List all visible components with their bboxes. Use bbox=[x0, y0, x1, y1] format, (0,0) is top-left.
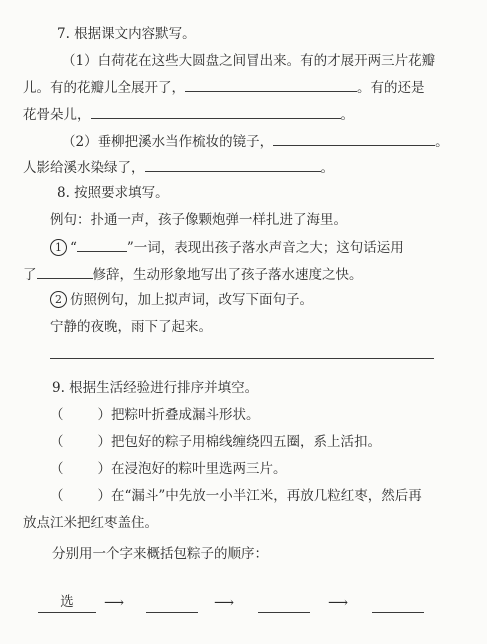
q7-p1-line2-tail: 。有的还是 bbox=[357, 80, 425, 96]
paren-open: （ bbox=[50, 434, 64, 450]
q7-p1-line2 bbox=[23, 77, 425, 98]
answer-blank-3[interactable] bbox=[273, 131, 435, 146]
q9-step-4-text: ）在“漏斗”中先放一小半江米，再放几粒红枣，然后再 bbox=[97, 488, 422, 504]
order-word-2[interactable] bbox=[146, 592, 198, 613]
q7-title: 7. 根据课文内容默写。 bbox=[57, 26, 196, 42]
q9-step-3 bbox=[50, 459, 287, 479]
q9-title: 9. 根据生活经验进行排序并填空。 bbox=[52, 380, 259, 396]
q8-item2 bbox=[50, 290, 313, 310]
q8-title: 8. 按照要求填写。 bbox=[57, 185, 169, 201]
q9-step-4-cont: 放点江米把红枣盖住。 bbox=[23, 515, 158, 531]
q8-sentence: 宁静的夜晚，雨下了起来。 bbox=[50, 319, 212, 335]
arrow-icon: ⟶ bbox=[104, 595, 125, 611]
q8-item1-line2-text: 修辞，生动形象地写出了孩子落水速度之快。 bbox=[92, 267, 363, 283]
q7-p1-line3-text: 花骨朵儿， bbox=[23, 107, 91, 123]
q9-step-2-text: ）把包好的粽子用棉线缠绕四五圈，系上活扣。 bbox=[97, 434, 381, 450]
answer-blank-1[interactable] bbox=[185, 77, 357, 92]
q9-step-3-text: ）在浸泡好的粽叶里选两三片。 bbox=[97, 461, 287, 477]
q7-p1-line3-tail: 。 bbox=[340, 107, 354, 123]
q7-p2-line2-text: 人影给溪水染绿了， bbox=[23, 160, 145, 176]
answer-blank-4[interactable] bbox=[145, 157, 321, 172]
paren-open: （ bbox=[50, 461, 64, 477]
q8-item1-line1 bbox=[50, 237, 404, 258]
q7-p1-line1: （1）白荷花在这些大圆盘之间冒出来。有的才展开两三片花瓣 bbox=[62, 53, 436, 69]
arrow-icon: ⟶ bbox=[214, 595, 235, 611]
answer-blank-6[interactable] bbox=[37, 264, 93, 279]
q8-item1-line2-head: 了 bbox=[23, 267, 37, 283]
answer-blank-2[interactable] bbox=[91, 104, 341, 119]
order-word-1[interactable]: 选 bbox=[38, 592, 96, 613]
order-chain bbox=[38, 592, 468, 616]
paren-open: （ bbox=[50, 407, 64, 423]
answer-line-rewrite[interactable] bbox=[50, 358, 434, 359]
q8-item1-line2 bbox=[23, 264, 363, 285]
q9-step-1-text: ）把粽叶折叠成漏斗形状。 bbox=[97, 407, 260, 423]
q7-p2-line1-tail: 。 bbox=[435, 134, 449, 150]
q7-p2-line2-tail: 。 bbox=[320, 160, 334, 176]
q9-step-2 bbox=[50, 432, 381, 452]
circled-number-1: 1 bbox=[50, 239, 67, 256]
quote-open: “ bbox=[70, 240, 77, 256]
q8-example: 例句：扑通一声，孩子像颗炮弹一样扎进了海里。 bbox=[50, 212, 347, 228]
paren-open: （ bbox=[50, 488, 64, 504]
q7-p2-line1-text: （2）垂柳把溪水当作梳妆的镜子， bbox=[62, 134, 274, 150]
arrow-icon: ⟶ bbox=[328, 595, 349, 611]
q9-step-4 bbox=[50, 486, 422, 506]
q8-item1-line1-text: ”一词，表现出孩子落水声音之大；这句话运用 bbox=[126, 240, 404, 256]
q7-p1-line2-text: 儿。有的花瓣儿全展开了， bbox=[23, 80, 185, 96]
answer-blank-5[interactable] bbox=[77, 237, 127, 252]
q7-p2-line2 bbox=[23, 157, 334, 178]
q8-item2-text: 仿照例句，加上拟声词，改写下面句子。 bbox=[70, 292, 313, 308]
q9-summary: 分别用一个字来概括包粽子的顺序： bbox=[52, 546, 268, 562]
order-word-4[interactable] bbox=[372, 592, 424, 613]
q9-step-1 bbox=[50, 405, 260, 425]
q7-p2-line1 bbox=[62, 131, 449, 152]
order-word-3[interactable] bbox=[258, 592, 310, 613]
q7-p1-line3 bbox=[23, 104, 354, 125]
circled-number-2: 2 bbox=[50, 291, 67, 308]
